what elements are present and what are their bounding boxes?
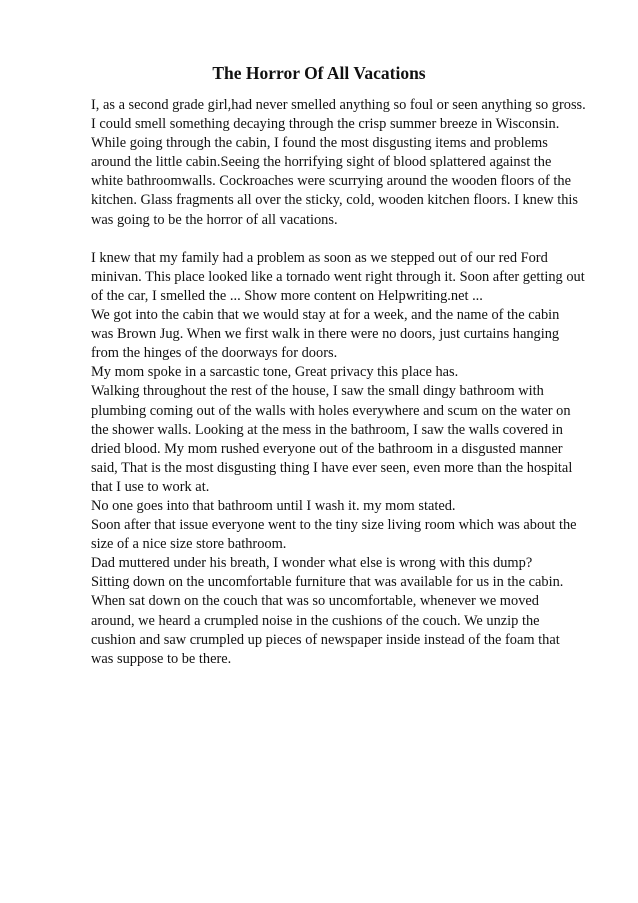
text-line: was going to be the horror of all vacations.	[91, 211, 338, 228]
text-line: size of a nice size store bathroom.	[91, 536, 287, 553]
text-line: around the little cabin.Seeing the horrifying sight of blood splattered against the	[91, 154, 552, 171]
text-line: was suppose to be there.	[91, 650, 232, 667]
text-line: When sat down on the couch that was so uncomfortable, whenever we moved	[91, 593, 539, 610]
text-line: Walking throughout the rest of the house, I saw the small dingy bathroom with	[91, 383, 544, 400]
text-line: dried blood. My mom rushed everyone out of the bathroom in a disgusted manner	[91, 440, 563, 457]
text-line: Soon after that issue everyone went to the tiny size living room which was about the	[91, 517, 577, 534]
document-body	[91, 96, 601, 669]
text-line: While going through the cabin, I found the most disgusting items and problems	[91, 135, 548, 152]
text-line: kitchen. Glass fragments all over the sticky, cold, wooden kitchen floors. I knew this	[91, 192, 579, 209]
text-line: No one goes into that bathroom until I wash it. my mom stated.	[91, 497, 456, 514]
text-line: said, That is the most disgusting thing I have ever seen, even more than the hospital	[91, 459, 573, 476]
text-line: plumbing coming out of the walls with holes everywhere and scum on the water on	[91, 402, 571, 419]
text-line: around, we heard a crumpled noise in the cushions of the couch. We unzip the	[91, 612, 540, 629]
text-line: of the car, I smelled the ... Show more content on Helpwriting.net ...	[91, 287, 483, 304]
text-line: I could smell something decaying through the crisp summer breeze in Wisconsin.	[91, 116, 560, 133]
paragraph-break	[91, 230, 601, 249]
text-line: I, as a second grade girl,had never smelled anything so foul or seen anything so gross.	[91, 97, 586, 113]
text-line: Sitting down on the uncomfortable furniture that was available for us in the cabin.	[91, 574, 564, 591]
text-line: cushion and saw crumpled up pieces of newspaper inside instead of the foam that	[91, 631, 560, 648]
text-line: white bathroomwalls. Cockroaches were scurrying around the wooden floors of the	[91, 173, 571, 190]
text-line: My mom spoke in a sarcastic tone, Great privacy this place has.	[91, 364, 459, 381]
text-line: I knew that my family had a problem as soon as we stepped out of our red Ford	[91, 249, 548, 266]
text-line: was Brown Jug. When we first walk in there were no doors, just curtains hanging	[91, 326, 560, 343]
text-line: minivan. This place looked like a tornado went right through it. Soon after getting out	[91, 268, 585, 285]
text-line: that I use to work at.	[91, 478, 210, 495]
document-title: The Horror Of All Vacations	[212, 63, 426, 83]
text-line: the shower walls. Looking at the mess in the bathroom, I saw the walls covered in	[91, 421, 563, 438]
text-line: We got into the cabin that we would stay at for a week, and the name of the cabin	[91, 307, 560, 324]
text-line: from the hinges of the doorways for doors.	[91, 345, 338, 362]
text-line: Dad muttered under his breath, I wonder what else is wrong with this dump?	[91, 555, 533, 572]
